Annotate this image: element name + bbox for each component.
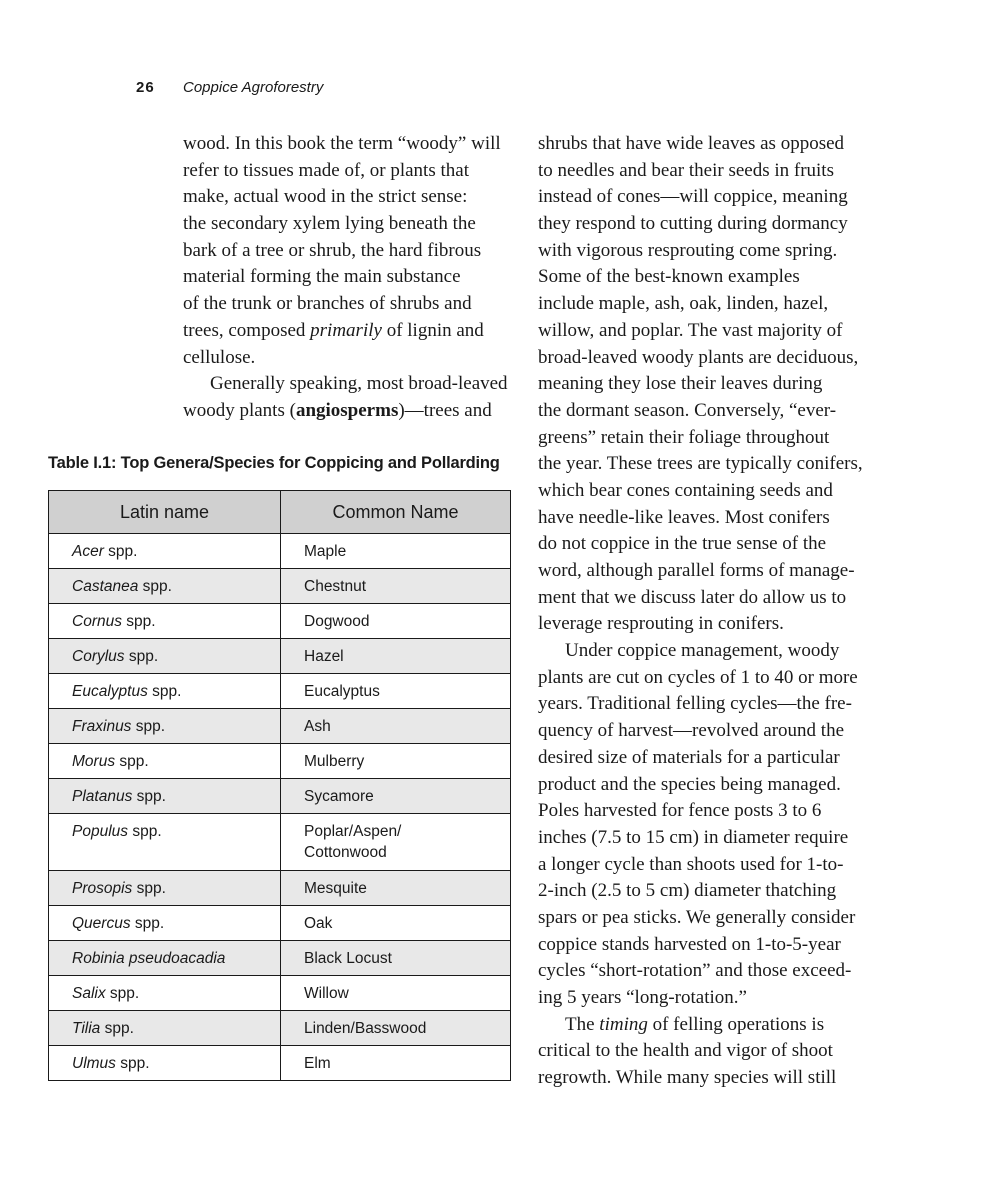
species-suffix: spp. <box>115 1055 150 1072</box>
genus-name: Tilia <box>72 1020 101 1037</box>
table-row <box>49 779 511 814</box>
table-row <box>49 674 511 709</box>
genus-name: Robinia pseudoacadia <box>72 950 226 967</box>
common-name: Ash <box>304 718 331 735</box>
table-row <box>49 534 511 569</box>
species-table <box>48 490 511 1081</box>
common-name-cell <box>281 639 511 674</box>
table-row <box>49 639 511 674</box>
table-row <box>49 941 511 976</box>
text-line: inches (7.5 to 15 cm) in diameter require <box>538 826 849 848</box>
common-name: Elm <box>304 1055 331 1072</box>
genus-name: Fraxinus <box>72 718 132 735</box>
text-fragment: The <box>565 1013 600 1035</box>
common-name: Sycamore <box>304 788 374 805</box>
common-name-cell <box>281 906 511 941</box>
table-row <box>49 604 511 639</box>
latin-name-cell <box>49 709 281 744</box>
text-line: with vigorous resprouting come spring. <box>538 239 838 261</box>
latin-name-cell <box>49 534 281 569</box>
species-suffix: spp. <box>100 1020 134 1037</box>
paragraph-start <box>538 1012 878 1039</box>
common-name: Willow <box>304 985 349 1002</box>
text-fragment: of felling operations is <box>647 1013 825 1035</box>
table-row <box>49 976 511 1011</box>
latin-name-cell <box>49 814 281 871</box>
species-suffix: spp. <box>130 915 165 932</box>
table-body <box>49 534 511 1081</box>
text-line: the secondary xylem lying beneath the <box>183 213 476 235</box>
text-fragment: )—trees and <box>398 399 492 421</box>
text-line: meaning they lose their leaves during <box>538 373 823 395</box>
table-row <box>49 1011 511 1046</box>
page-number: 26 <box>136 79 155 96</box>
genus-name: Cornus <box>72 613 122 630</box>
text-fragment: woody plants ( <box>183 399 296 421</box>
paragraph-start: Generally speaking, most broad-leaved <box>210 373 508 395</box>
table-row <box>49 744 511 779</box>
table-caption: Table I.1: Top Genera/Species for Coppicing and Pollarding <box>48 454 500 472</box>
text-line: critical to the health and vigor of shoot <box>538 1040 833 1062</box>
genus-name: Quercus <box>72 915 131 932</box>
species-suffix: spp. <box>103 543 138 560</box>
text-line: willow, and poplar. The vast majority of <box>538 319 843 341</box>
species-suffix: spp. <box>121 613 156 630</box>
latin-name-cell <box>49 779 281 814</box>
genus-name: Salix <box>72 985 106 1002</box>
term-angiosperms: angiosperms <box>295 399 399 421</box>
latin-name-cell <box>49 1011 281 1046</box>
common-name: Black Locust <box>304 950 392 967</box>
species-suffix: spp. <box>131 718 166 735</box>
text-fragment: of lignin and <box>381 319 484 341</box>
common-name-cell <box>281 941 511 976</box>
species-suffix: spp. <box>124 648 159 665</box>
text-line: the year. These trees are typically conifers, <box>538 453 863 475</box>
common-name-cell <box>281 569 511 604</box>
text-line: broad-leaved woody plants are deciduous, <box>538 346 859 368</box>
paragraph-start: Under coppice management, woody <box>565 640 840 662</box>
text-line: make, actual wood in the strict sense: <box>183 186 468 208</box>
species-suffix: spp. <box>105 985 140 1002</box>
table-row <box>49 814 511 871</box>
genus-name: Acer <box>72 543 104 560</box>
latin-name-cell <box>49 906 281 941</box>
common-name-cell <box>281 871 511 906</box>
left-column-text <box>183 131 523 425</box>
common-name: Dogwood <box>304 613 370 630</box>
common-name: Chestnut <box>304 578 367 595</box>
text-line: instead of cones—will coppice, meaning <box>538 186 848 208</box>
common-name: Mesquite <box>304 880 367 897</box>
text-line: regrowth. While many species will still <box>538 1067 837 1089</box>
latin-name-cell <box>49 941 281 976</box>
common-name-cell <box>281 1011 511 1046</box>
latin-name-cell <box>49 871 281 906</box>
text-line: the dormant season. Conversely, “ever- <box>538 399 837 421</box>
latin-name-cell <box>49 569 281 604</box>
text-line: cellulose. <box>183 346 256 368</box>
genus-name: Ulmus <box>72 1055 116 1072</box>
text-line: which bear cones containing seeds and <box>538 479 833 501</box>
text-line: material forming the main substance <box>183 266 461 288</box>
latin-name-cell <box>49 639 281 674</box>
text-line: to needles and bear their seeds in fruits <box>538 159 834 181</box>
common-name-cell <box>281 1046 511 1081</box>
text-line: spars or pea sticks. We generally consider <box>538 906 856 928</box>
text-line: refer to tissues made of, or plants that <box>183 159 469 181</box>
text-line: ment that we discuss later do allow us to <box>538 586 847 608</box>
genus-name: Populus <box>72 823 129 840</box>
column-header-latin: Latin name <box>49 491 281 534</box>
genus-name: Prosopis <box>72 880 133 897</box>
text-line: word, although parallel forms of manage- <box>538 560 855 581</box>
common-name-continued: Cottonwood <box>304 844 387 861</box>
book-title: Coppice Agroforestry <box>183 79 324 96</box>
genus-name: Corylus <box>72 648 125 665</box>
text-line: ing 5 years “long-rotation.” <box>538 987 747 1008</box>
species-suffix: spp. <box>147 683 182 700</box>
emphasis-timing: timing <box>599 1013 648 1035</box>
latin-name-cell <box>49 976 281 1011</box>
common-name-cell <box>281 976 511 1011</box>
latin-name-cell <box>49 674 281 709</box>
text-line: wood. In this book the term “woody” will <box>183 133 501 154</box>
common-name: Oak <box>304 915 333 932</box>
latin-name-cell <box>49 604 281 639</box>
species-suffix: spp. <box>138 578 172 595</box>
common-name: Maple <box>304 543 347 560</box>
common-name: Poplar/Aspen/ <box>304 823 402 840</box>
text-line: coppice stands harvested on 1-to-5-year <box>538 933 841 955</box>
genus-name: Castanea <box>72 578 139 595</box>
common-name: Eucalyptus <box>304 683 380 700</box>
text-line: do not coppice in the true sense of the <box>538 533 827 555</box>
column-header-common: Common Name <box>281 491 511 534</box>
common-name-cell <box>281 779 511 814</box>
species-suffix: spp. <box>115 753 149 770</box>
text-line: have needle-like leaves. Most conifers <box>538 506 830 528</box>
latin-name-cell <box>49 744 281 779</box>
text-line: plants are cut on cycles of 1 to 40 or more <box>538 666 858 688</box>
text-line: shrubs that have wide leaves as opposed <box>538 133 845 154</box>
genus-name: Morus <box>72 753 116 770</box>
text-line: desired size of materials for a particular <box>538 746 840 768</box>
text-line: greens” retain their foliage throughout <box>538 426 830 448</box>
common-name-cell <box>281 604 511 639</box>
table-row <box>49 569 511 604</box>
table-header-row <box>49 491 511 534</box>
common-name-cell <box>281 709 511 744</box>
common-name-cell <box>281 674 511 709</box>
genus-name: Platanus <box>72 788 133 805</box>
species-suffix: spp. <box>132 880 166 897</box>
common-name-cell <box>281 744 511 779</box>
text-line: they respond to cutting during dormancy <box>538 213 848 235</box>
genus-name: Eucalyptus <box>72 683 148 700</box>
common-name-cell <box>281 534 511 569</box>
emphasis-primarily: primarily <box>310 319 382 341</box>
common-name: Linden/Basswood <box>304 1020 427 1037</box>
text-line: years. Traditional felling cycles—the fre- <box>538 693 852 715</box>
species-suffix: spp. <box>132 788 166 805</box>
text-line: quency of harvest—revolved around the <box>538 720 845 742</box>
table-row <box>49 906 511 941</box>
table-row <box>49 1046 511 1081</box>
table-row <box>49 709 511 744</box>
text-line: of the trunk or branches of shrubs and <box>183 293 472 315</box>
text-line: cycles “short-rotation” and those exceed- <box>538 960 852 982</box>
text-line: include maple, ash, oak, linden, hazel, <box>538 293 829 315</box>
table-row <box>49 871 511 906</box>
text-line: a longer cycle than shoots used for 1-to- <box>538 853 844 875</box>
species-suffix: spp. <box>128 823 162 840</box>
text-line: Poles harvested for fence posts 3 to 6 <box>538 800 822 822</box>
latin-name-cell <box>49 1046 281 1081</box>
text-line <box>183 398 523 425</box>
text-line: 2-inch (2.5 to 5 cm) diameter thatching <box>538 880 837 902</box>
text-fragment: trees, composed <box>183 319 311 341</box>
text-line: bark of a tree or shrub, the hard fibrous <box>183 239 482 261</box>
right-column-text <box>538 131 878 1092</box>
text-line <box>183 318 523 345</box>
text-line: leverage resprouting in conifers. <box>538 613 784 635</box>
text-line: product and the species being managed. <box>538 773 841 795</box>
text-line: Some of the best-known examples <box>538 266 800 288</box>
common-name: Hazel <box>304 648 344 665</box>
common-name: Mulberry <box>304 753 365 770</box>
common-name-cell <box>281 814 511 871</box>
